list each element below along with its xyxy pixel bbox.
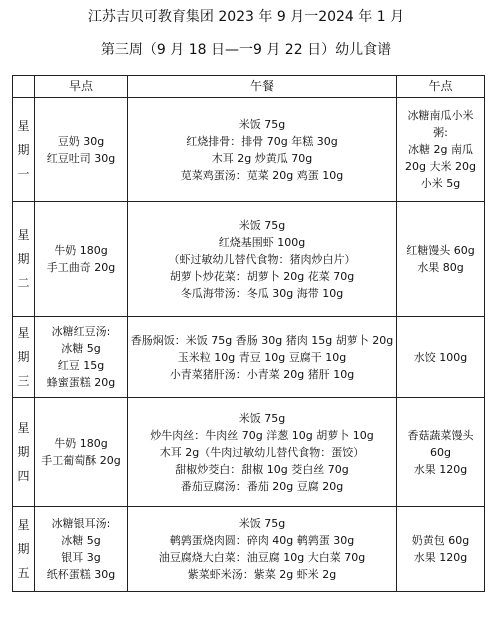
lunch-cell	[128, 202, 397, 317]
menu-line: 米饭 75g	[238, 517, 286, 530]
menu-line: 油豆腐烧大白菜：油豆腐 10g 大白菜 70g	[158, 551, 366, 564]
snack-cell	[397, 317, 485, 398]
menu-line: 蜂蜜蛋糕 20g	[46, 376, 116, 389]
menu-line: 冰糖南瓜小米	[407, 109, 474, 122]
menu-line: 冰糖红豆汤:	[51, 325, 111, 338]
menu-line: 冰糖银耳汤:	[51, 517, 111, 530]
menu-line: 60g	[430, 445, 451, 459]
menu-line: （虾过敏幼儿替代食物：猪肉炒白片）	[168, 252, 356, 266]
day-char: 星	[17, 518, 30, 532]
menu-subtitle: 第三周（9 月 18 日—一9 月 22 日）幼儿食谱	[100, 42, 392, 58]
breakfast-cell	[35, 317, 128, 398]
menu-line: 红豆吐司 30g	[46, 151, 116, 165]
menu-line: 小米 5g	[420, 177, 461, 190]
menu-line: 红糖馒头 60g	[406, 244, 475, 257]
header-row	[13, 76, 485, 98]
menu-line: 苋菜鸡蛋汤：苋菜 20g 鸡蛋 10g	[180, 168, 344, 182]
menu-line: 冬瓜海带汤：冬瓜 30g 海带 10g	[180, 286, 344, 300]
lunch-cell	[128, 98, 397, 202]
day-char: 期	[17, 445, 30, 459]
menu-line: 玉米粒 10g 青豆 10g 豆腐干 10g	[177, 350, 347, 364]
day-char: 星	[17, 326, 30, 340]
lunch-cell	[128, 507, 397, 592]
menu-table	[12, 75, 485, 592]
menu-row	[13, 507, 485, 592]
menu-line: 番茄豆腐汤：番茄 20g 豆腐 20g	[180, 479, 344, 493]
day-char: 期	[17, 252, 30, 266]
menu-line: 牛奶 180g	[54, 437, 108, 450]
menu-line: 纸杯蛋糕 30g	[46, 568, 116, 581]
breakfast-cell	[35, 398, 128, 507]
menu-line: 水果 80g	[417, 261, 464, 274]
menu-line: 鹌鹑蛋烧肉圆：碎肉 40g 鹌鹑蛋 30g	[169, 534, 355, 547]
menu-row	[13, 98, 485, 202]
menu-line: 木耳 2g 炒黄瓜 70g	[211, 151, 313, 165]
menu-line: 手工葡萄酥 20g	[41, 454, 121, 467]
menu-line: 银耳 3g	[61, 551, 101, 564]
menu-line: 粥:	[433, 126, 448, 139]
menu-line: 冰糖 2g 南瓜	[408, 143, 473, 156]
menu-line: 牛奶 180g	[54, 244, 108, 257]
day-char: 期	[17, 142, 30, 157]
day-char: 四	[17, 469, 30, 483]
day-label	[13, 98, 35, 202]
menu-line: 水果 120g	[413, 462, 468, 476]
snack-cell	[397, 202, 485, 317]
day-char: 三	[17, 374, 30, 388]
menu-line: 木耳 2g（牛肉过敏幼儿替代食物：蛋饺）	[159, 445, 365, 459]
menu-line: 豆奶 30g	[57, 134, 105, 148]
menu-line: 奶黄包 60g	[411, 534, 470, 547]
menu-line: 冰糖 5g	[61, 342, 101, 355]
menu-line: 紫菜虾米汤：紫菜 2g 虾米 2g	[187, 568, 337, 581]
breakfast-cell	[35, 202, 128, 317]
snack-cell	[397, 507, 485, 592]
menu-line: 甜椒炒茭白：甜椒 10g 茭白丝 70g	[175, 462, 349, 476]
menu-line: 香肠焖饭：米饭 75g 香肠 30g 猪肉 15g 胡萝卜 20g	[130, 333, 394, 347]
menu-title: 江苏吉贝可教育集团 2023 年 9 月一2024 年 1 月	[87, 9, 405, 25]
menu-line: 香菇蔬菜馒头	[407, 428, 474, 442]
day-label	[13, 398, 35, 507]
day-char: 一	[17, 166, 30, 181]
menu-line: 炒牛肉丝：牛肉丝 70g 洋葱 10g 胡萝卜 10g	[150, 428, 374, 442]
day-label	[13, 317, 35, 398]
menu-line: 米饭 75g	[238, 218, 286, 232]
menu-line: 水果 120g	[413, 551, 468, 564]
day-label	[13, 507, 35, 592]
day-char: 二	[17, 276, 30, 290]
day-char: 星	[17, 421, 30, 435]
breakfast-cell	[35, 98, 128, 202]
menu-line: 水饺 100g	[413, 350, 468, 364]
lunch-cell	[128, 317, 397, 398]
menu-line: 红烧排骨：排骨 70g 年糕 30g	[186, 134, 338, 148]
header-lunch: 午餐	[128, 76, 397, 98]
lunch-cell	[128, 398, 397, 507]
header-breakfast: 早点	[35, 76, 128, 98]
day-label	[13, 202, 35, 317]
menu-line: 冰糖 5g	[61, 534, 101, 547]
menu-line: 20g 大米 20g	[405, 160, 476, 173]
menu-line: 小青菜猪肝汤：小青菜 20g 猪肝 10g	[169, 367, 355, 381]
corner-cell	[13, 76, 35, 98]
menu-line: 米饭 75g	[238, 411, 286, 425]
menu-row	[13, 317, 485, 398]
day-char: 期	[17, 350, 30, 364]
menu-row	[13, 202, 485, 317]
menu-line: 手工曲奇 20g	[46, 261, 116, 274]
snack-cell	[397, 98, 485, 202]
breakfast-cell	[35, 507, 128, 592]
snack-cell	[397, 398, 485, 507]
menu-line: 红豆 15g	[57, 359, 105, 372]
day-char: 五	[17, 566, 30, 580]
day-char: 期	[17, 542, 30, 556]
menu-line: 胡萝卜炒花菜：胡萝卜 20g 花菜 70g	[169, 269, 355, 283]
menu-line: 红烧基围虾 100g	[218, 235, 306, 249]
header-snack: 午点	[397, 76, 485, 98]
menu-line: 米饭 75g	[238, 117, 286, 131]
day-char: 星	[17, 118, 30, 133]
menu-row	[13, 398, 485, 507]
day-char: 星	[17, 228, 30, 242]
